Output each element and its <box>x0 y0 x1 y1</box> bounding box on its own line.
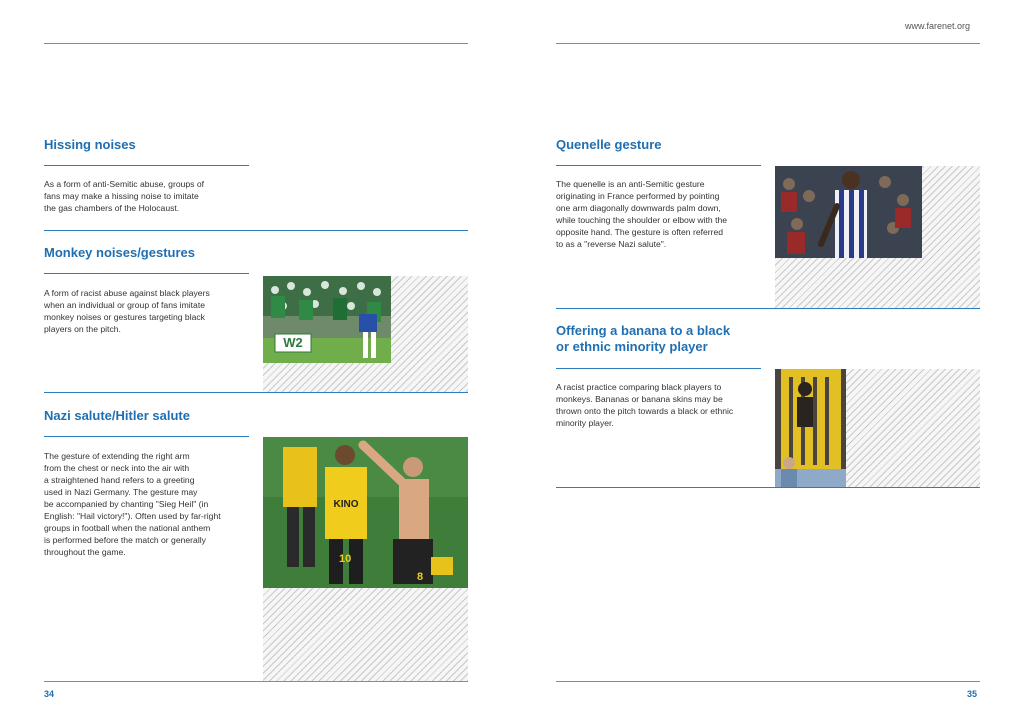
quenelle-photo <box>775 166 922 258</box>
banana-photo <box>775 369 846 487</box>
top-rule-right <box>556 43 980 44</box>
bottom-rule-left <box>44 681 468 682</box>
section-text-monkey: A form of racist abuse against black players when an individual or group of fans imitate monkey noises or gestures targeting black players on the pitch. <box>44 288 210 334</box>
nazi-salute-photo <box>263 437 468 588</box>
section-title-nazi-salute: Nazi salute/Hitler salute <box>44 408 190 423</box>
top-rule-left <box>44 43 468 44</box>
section-divider <box>556 308 980 309</box>
page-number-right: 35 <box>967 689 978 699</box>
monkey-gesture-photo <box>263 276 391 363</box>
board-label: W2 <box>283 335 303 350</box>
shirt-text: KINO <box>333 499 359 510</box>
hatch-panel <box>263 588 468 681</box>
section-title-quenelle: Quenelle gesture <box>556 137 662 152</box>
section-text-quenelle: The quenelle is an anti-Semitic gesture originating in France performed by pointing one arm diagonally downwards palm down, while touching the shoulder or elbow with the opposite hand. The gesture is often referred to as a "reverse Nazi salute". <box>556 179 728 249</box>
section-divider <box>556 487 980 488</box>
section-divider <box>44 392 468 393</box>
section-text-banana: A racist practice comparing black players to monkeys. Bananas or banana skins may be thrown onto the pitch towards a black or ethnic minority player. <box>556 382 734 428</box>
section-title-monkey: Monkey noises/gestures <box>44 245 195 260</box>
title-underline <box>556 165 761 166</box>
player-gesture-image <box>775 166 922 258</box>
title-underline <box>44 273 249 274</box>
section-divider <box>44 230 468 231</box>
section-text-hissing: As a form of anti-Semitic abuse, groups of fans may make a hissing noise to imitate the gas chambers of the Holocaust. <box>44 179 205 213</box>
page-number-left: 34 <box>44 689 55 699</box>
section-title-banana: Offering a banana to a black or ethnic minority player <box>556 323 731 354</box>
title-underline <box>44 436 249 437</box>
bottom-rule-right <box>556 681 980 682</box>
football-players-image <box>263 437 468 588</box>
title-underline <box>556 368 761 369</box>
stadium-fence-image <box>775 369 846 487</box>
shirt-number: 10 <box>339 553 352 565</box>
shirt-number: 8 <box>417 571 424 583</box>
title-underline <box>44 165 249 166</box>
website-url: www.farenet.org <box>905 21 971 31</box>
section-title-hissing: Hissing noises <box>44 137 136 152</box>
section-text-nazi-salute: The gesture of extending the right arm from the chest or neck into the air with a straightened hand refers to a greeting used in Nazi Germany. The gesture may be accompanied by chanting "Sieg Heil" (in English: "Hail victory!"). Often used by far-right groups in football when the national anthem is performed before the match or generally throughout the game. <box>44 451 221 557</box>
